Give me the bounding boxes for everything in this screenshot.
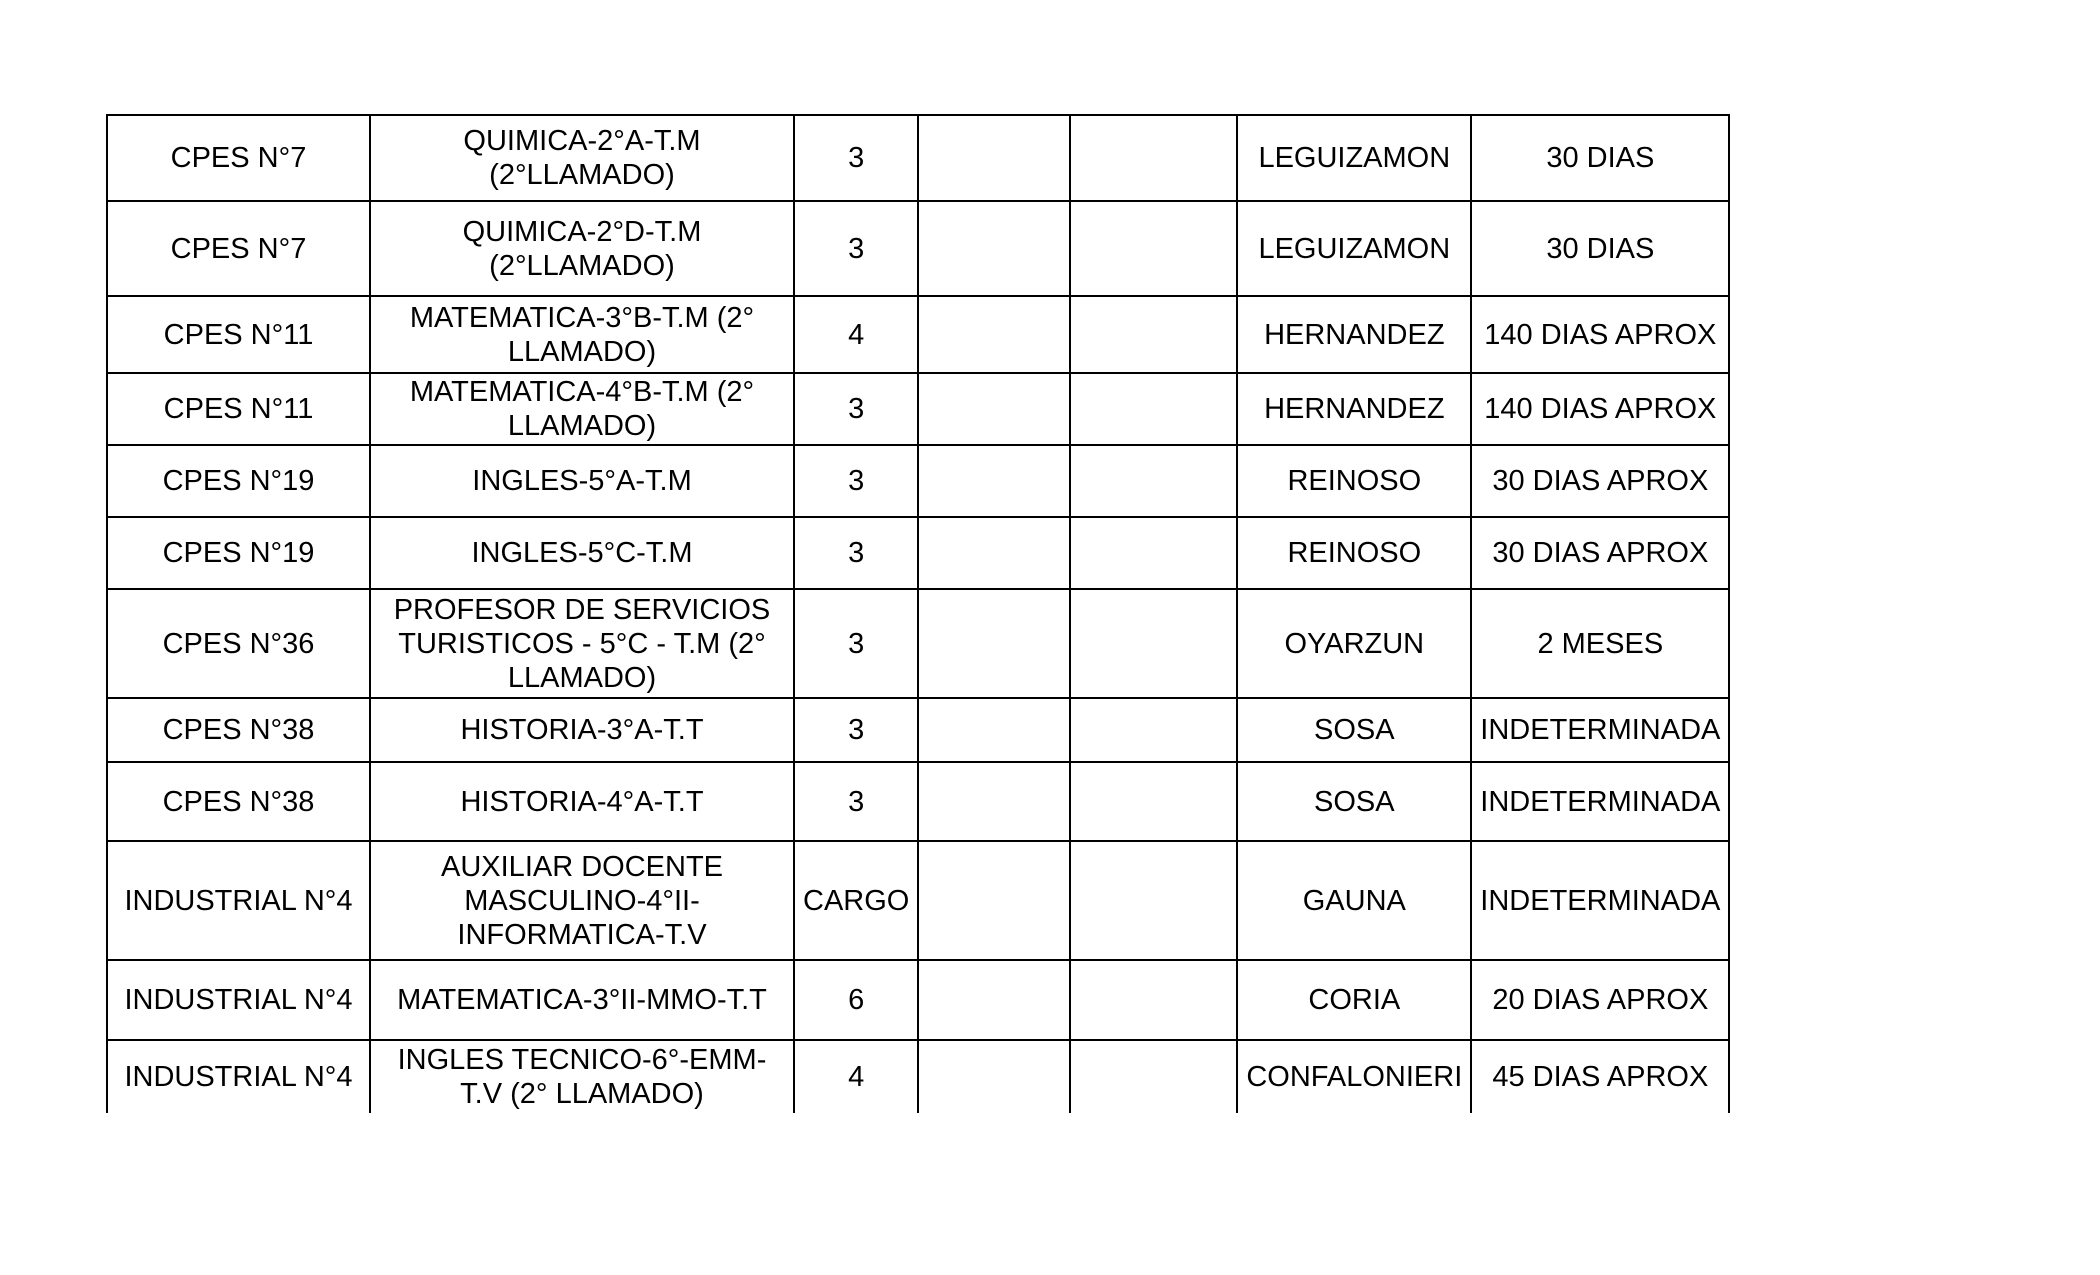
- duration-cell: INDETERMINADA: [1471, 762, 1729, 841]
- duration-cell: 2 MESES: [1471, 589, 1729, 698]
- empty-cell: [1070, 517, 1237, 589]
- table-row: [107, 517, 1729, 589]
- subject-cell: INGLES-5°A-T.M: [370, 445, 794, 517]
- subject-cell: QUIMICA-2°A-T.M (2°LLAMADO): [370, 115, 794, 201]
- subject-cell: AUXILIAR DOCENTE MASCULINO-4°II-INFORMATICA-T.V: [370, 841, 794, 960]
- hours-cell: 3: [794, 517, 918, 589]
- hours-cell: 3: [794, 115, 918, 201]
- empty-cell: [1070, 373, 1237, 445]
- duration-cell: INDETERMINADA: [1471, 841, 1729, 960]
- school-cell: INDUSTRIAL N°4: [107, 841, 370, 960]
- table-row: [107, 115, 1729, 201]
- duration-cell: INDETERMINADA: [1471, 698, 1729, 762]
- empty-cell: [1070, 589, 1237, 698]
- duration-cell: 30 DIAS: [1471, 201, 1729, 296]
- school-cell: CPES N°11: [107, 296, 370, 373]
- empty-cell: [1070, 445, 1237, 517]
- hours-cell: 3: [794, 201, 918, 296]
- table-row: [107, 960, 1729, 1040]
- empty-cell: [918, 296, 1070, 373]
- teacher-cell: SOSA: [1237, 698, 1471, 762]
- teacher-cell: SOSA: [1237, 762, 1471, 841]
- table-row: [107, 698, 1729, 762]
- empty-cell: [918, 445, 1070, 517]
- teacher-cell: GAUNA: [1237, 841, 1471, 960]
- empty-cell: [1070, 698, 1237, 762]
- teacher-cell: HERNANDEZ: [1237, 296, 1471, 373]
- subject-cell: MATEMATICA-3°II-MMO-T.T: [370, 960, 794, 1040]
- subject-cell: INGLES TECNICO-6°-EMM-T.V (2° LLAMADO): [370, 1040, 794, 1113]
- table-row: [107, 296, 1729, 373]
- teacher-cell: CONFALONIERI: [1237, 1040, 1471, 1113]
- hours-cell: 3: [794, 698, 918, 762]
- empty-cell: [918, 517, 1070, 589]
- empty-cell: [1070, 1040, 1237, 1113]
- duration-cell: 30 DIAS APROX: [1471, 517, 1729, 589]
- table-row: [107, 201, 1729, 296]
- table-row: [107, 373, 1729, 445]
- school-cell: CPES N°19: [107, 517, 370, 589]
- table-row: [107, 841, 1729, 960]
- empty-cell: [918, 762, 1070, 841]
- empty-cell: [918, 373, 1070, 445]
- teacher-cell: LEGUIZAMON: [1237, 115, 1471, 201]
- hours-cell: 3: [794, 445, 918, 517]
- empty-cell: [918, 115, 1070, 201]
- duration-cell: 30 DIAS: [1471, 115, 1729, 201]
- subject-cell: QUIMICA-2°D-T.M (2°LLAMADO): [370, 201, 794, 296]
- subject-cell: INGLES-5°C-T.M: [370, 517, 794, 589]
- school-cell: CPES N°19: [107, 445, 370, 517]
- teacher-cell: HERNANDEZ: [1237, 373, 1471, 445]
- school-cell: CPES N°38: [107, 762, 370, 841]
- hours-cell: 3: [794, 373, 918, 445]
- school-cell: INDUSTRIAL N°4: [107, 960, 370, 1040]
- duration-cell: 140 DIAS APROX: [1471, 373, 1729, 445]
- empty-cell: [918, 960, 1070, 1040]
- subject-cell: PROFESOR DE SERVICIOS TURISTICOS - 5°C - T.M (2° LLAMADO): [370, 589, 794, 698]
- vacancies-table: [106, 114, 1730, 1113]
- duration-cell: 30 DIAS APROX: [1471, 445, 1729, 517]
- empty-cell: [918, 201, 1070, 296]
- school-cell: CPES N°11: [107, 373, 370, 445]
- table-row: [107, 445, 1729, 517]
- empty-cell: [1070, 960, 1237, 1040]
- school-cell: INDUSTRIAL N°4: [107, 1040, 370, 1113]
- duration-cell: 140 DIAS APROX: [1471, 296, 1729, 373]
- hours-cell: 6: [794, 960, 918, 1040]
- hours-cell: 3: [794, 589, 918, 698]
- teacher-cell: REINOSO: [1237, 445, 1471, 517]
- empty-cell: [1070, 841, 1237, 960]
- table-row: [107, 762, 1729, 841]
- empty-cell: [918, 1040, 1070, 1113]
- teacher-cell: LEGUIZAMON: [1237, 201, 1471, 296]
- school-cell: CPES N°7: [107, 115, 370, 201]
- empty-cell: [918, 589, 1070, 698]
- empty-cell: [1070, 762, 1237, 841]
- subject-cell: HISTORIA-4°A-T.T: [370, 762, 794, 841]
- hours-cell: 4: [794, 296, 918, 373]
- table-row: [107, 589, 1729, 698]
- empty-cell: [918, 698, 1070, 762]
- hours-cell: 4: [794, 1040, 918, 1113]
- school-cell: CPES N°7: [107, 201, 370, 296]
- subject-cell: MATEMATICA-4°B-T.M (2° LLAMADO): [370, 373, 794, 445]
- subject-cell: HISTORIA-3°A-T.T: [370, 698, 794, 762]
- empty-cell: [918, 841, 1070, 960]
- empty-cell: [1070, 296, 1237, 373]
- hours-cell: CARGO: [794, 841, 918, 960]
- teacher-cell: CORIA: [1237, 960, 1471, 1040]
- school-cell: CPES N°38: [107, 698, 370, 762]
- duration-cell: 20 DIAS APROX: [1471, 960, 1729, 1040]
- hours-cell: 3: [794, 762, 918, 841]
- teacher-cell: REINOSO: [1237, 517, 1471, 589]
- empty-cell: [1070, 115, 1237, 201]
- subject-cell: MATEMATICA-3°B-T.M (2° LLAMADO): [370, 296, 794, 373]
- teacher-cell: OYARZUN: [1237, 589, 1471, 698]
- duration-cell: 45 DIAS APROX: [1471, 1040, 1729, 1113]
- table-row: [107, 1040, 1729, 1113]
- empty-cell: [1070, 201, 1237, 296]
- school-cell: CPES N°36: [107, 589, 370, 698]
